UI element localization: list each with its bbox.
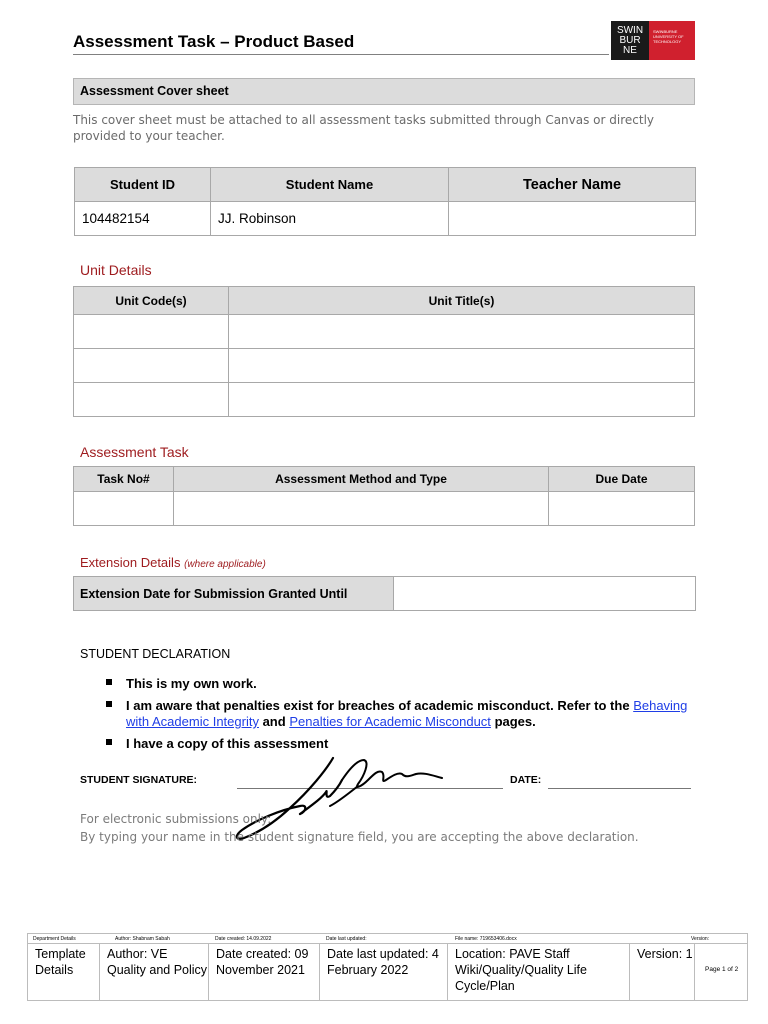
header-divider [73, 54, 609, 55]
footer-date-created: Date created: 09 November 2021 [209, 944, 320, 1000]
student-signature-label: STUDENT SIGNATURE: [80, 774, 198, 786]
academic-integrity-link[interactable]: Behaving with Academic Integrity [126, 698, 688, 729]
unit-code-field[interactable] [74, 349, 229, 383]
unit-title-header: Unit Title(s) [229, 287, 695, 315]
extension-table [73, 576, 696, 611]
logo-wordmark: SWIN BUR NE [611, 21, 649, 60]
extension-details-heading: Extension Details (where applicable) [80, 555, 266, 570]
date-field[interactable] [548, 788, 691, 789]
logo-tagline: SWINBURNE UNIVERSITY OF TECHNOLOGY [649, 21, 695, 60]
unit-code-field[interactable] [74, 315, 229, 349]
declaration-list [106, 676, 706, 758]
student-id-header: Student ID [75, 168, 211, 202]
teacher-name-header: Teacher Name [449, 168, 696, 202]
due-date-field[interactable] [549, 492, 695, 526]
cover-sheet-title: Assessment Cover sheet [73, 78, 695, 105]
unit-code-header: Unit Code(s) [74, 287, 229, 315]
unit-code-field[interactable] [74, 383, 229, 417]
declaration-item: I am aware that penalties exist for breaches of academic misconduct. Refer to the Behaving with Academic Integrity and Penalties for Academic Misconduct pages. [106, 698, 706, 730]
unit-title-field[interactable] [229, 315, 695, 349]
table-row [74, 315, 695, 349]
swinburne-logo [611, 21, 695, 60]
assessment-method-header: Assessment Method and Type [174, 467, 549, 492]
electronic-submission-note: For electronic submissions only: By typing your name in the student signature field, you are accepting the above declaration. [80, 812, 639, 844]
task-no-field[interactable] [74, 492, 174, 526]
cover-sheet-intro: This cover sheet must be attached to all assessment tasks submitted through Canvas or directly provided to your teacher. [73, 113, 655, 143]
unit-title-field[interactable] [229, 349, 695, 383]
academic-misconduct-link[interactable]: Penalties for Academic Misconduct [289, 714, 491, 729]
extension-note: (where applicable) [184, 559, 266, 570]
extension-date-field[interactable] [394, 577, 696, 611]
page-footer [27, 933, 748, 1001]
footer-template-details: Template Details [28, 944, 100, 1000]
student-name-field[interactable]: JJ. Robinson [211, 202, 449, 236]
student-declaration-title: STUDENT DECLARATION [80, 647, 231, 661]
student-id-field[interactable]: 104482154 [75, 202, 211, 236]
teacher-name-field[interactable] [449, 202, 696, 236]
extension-date-label: Extension Date for Submission Granted Until [74, 577, 394, 611]
declaration-item: I have a copy of this assessment [106, 736, 706, 752]
declaration-item: This is my own work. [106, 676, 706, 692]
assessment-task-heading: Assessment Task [80, 444, 189, 460]
student-table [74, 167, 696, 236]
table-row [74, 349, 695, 383]
task-no-header: Task No# [74, 467, 174, 492]
footer-details-row [27, 943, 748, 1001]
unit-title-field[interactable] [229, 383, 695, 417]
footer-author: Author: VE Quality and Policy [100, 944, 209, 1000]
date-label: DATE: [510, 774, 542, 786]
due-date-header: Due Date [549, 467, 695, 492]
footer-location: Location: PAVE Staff Wiki/Quality/Quality Life Cycle/Plan [448, 944, 630, 1000]
table-row [74, 383, 695, 417]
footer-version: Version: 1 [630, 944, 695, 1000]
footer-date-updated: Date last updated: 4 February 2022 [320, 944, 448, 1000]
document-title: Assessment Task – Product Based [73, 32, 355, 51]
footer-meta-row: Department Details Author: Shabnam Sabah Date created: 14.09.2022 Date last updated: File name: 719653406.docx Version: [27, 933, 748, 943]
unit-details-table [73, 286, 695, 417]
assessment-task-table [73, 466, 695, 526]
page-number: Page 1 of 2 [705, 966, 739, 973]
unit-details-heading: Unit Details [80, 262, 152, 278]
assessment-method-field[interactable] [174, 492, 549, 526]
student-name-header: Student Name [211, 168, 449, 202]
